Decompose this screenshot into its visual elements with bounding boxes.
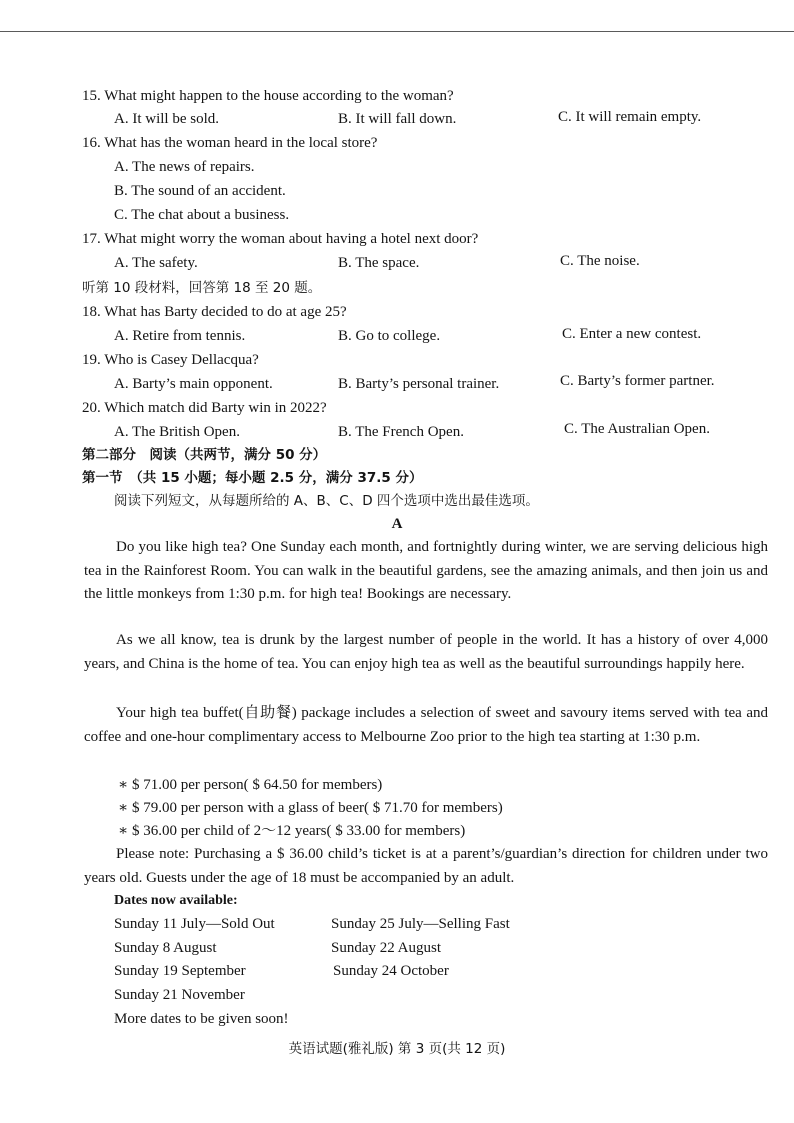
page-footer: 英语试题(雅礼版) 第 3 页(共 12 页) <box>288 1041 506 1057</box>
q18-option-c: C. Enter a new contest. <box>562 326 702 342</box>
q15-option-a: A. It will be sold. <box>114 111 219 127</box>
more-dates-note: More dates to be given soon! <box>114 1011 289 1027</box>
question-20: 20. Which match did Barty win in 2022? <box>82 400 327 416</box>
q20-option-a: A. The British Open. <box>114 424 240 440</box>
q19-option-c: C. Barty’s former partner. <box>560 373 715 389</box>
q16-option-b: B. The sound of an accident. <box>114 183 286 199</box>
question-18: 18. What has Barty decided to do at age 25? <box>82 304 347 320</box>
top-rule <box>0 31 794 32</box>
q20-option-b: B. The French Open. <box>338 424 464 440</box>
date-item: Sunday 8 August <box>114 940 217 956</box>
q16-option-c: C. The chat about a business. <box>114 207 290 223</box>
q19-option-b: B. Barty’s personal trainer. <box>338 376 500 392</box>
passage-paragraph-3: Your high tea buffet(自助餐) package includes a selection of sweet and savoury items served with tea and coffee and one-hour complimentary access to Melbourne Zoo prior to the high tea starting at 1:30 p.m. <box>84 705 768 745</box>
question-16: 16. What has the woman heard in the local store? <box>82 135 378 151</box>
price-item: ∗ $ 71.00 per person( $ 64.50 for members) <box>118 777 383 793</box>
q15-option-b: B. It will fall down. <box>338 111 457 127</box>
question-15: 15. What might happen to the house according to the woman? <box>82 88 454 104</box>
q16-option-a: A. The news of repairs. <box>114 159 255 175</box>
reading-instruction: 阅读下列短文，从每题所给的 A、B、C、D 四个选项中选出最佳选项。 <box>114 493 539 509</box>
date-item: Sunday 21 November <box>114 987 245 1003</box>
date-item: Sunday 11 July—Sold Out <box>114 916 275 932</box>
section1-heading: 第一节 （共 15 小题；每小题 2.5 分，满分 37.5 分） <box>82 470 423 486</box>
part2-heading: 第二部分 阅读（共两节，满分 50 分） <box>82 447 327 463</box>
date-item: Sunday 25 July—Selling Fast <box>331 916 510 932</box>
q19-option-a: A. Barty’s main opponent. <box>114 376 273 392</box>
date-item: Sunday 19 September <box>114 963 246 979</box>
date-item: Sunday 24 October <box>333 963 449 979</box>
note-paragraph: Please note: Purchasing a $ 36.00 child’s ticket is at a parent’s/guardian’s direction for children under two years old. Guests under the age of 18 must be accompanied by an adult. <box>84 846 768 886</box>
q17-option-a: A. The safety. <box>114 255 198 271</box>
q17-option-c: C. The noise. <box>560 253 640 269</box>
q20-option-c: C. The Australian Open. <box>564 421 710 437</box>
listen-instruction: 听第 10 段材料，回答第 18 至 20 题。 <box>82 280 322 296</box>
passage-paragraph-1: Do you like high tea? One Sunday each month, and fortnightly during winter, we are serving delicious high tea in the Rainforest Room. You can walk in the beautiful gardens, see the amazing animals, and then join us and the little monkeys from 1:30 p.m. for high tea! Bookings are necessary. <box>84 539 768 602</box>
price-item: ∗ $ 36.00 per child of 2～12 years( $ 33.00 for members) <box>118 823 466 839</box>
dates-heading: Dates now available: <box>114 893 238 908</box>
q18-option-b: B. Go to college. <box>338 328 441 344</box>
price-item: ∗ $ 79.00 per person with a glass of beer( $ 71.70 for members) <box>118 800 503 816</box>
passage-label: A <box>391 516 403 532</box>
passage-paragraph-2: As we all know, tea is drunk by the largest number of people in the world. It has a history of over 4,000 years, and China is the home of tea. You can enjoy high tea as well as the beautiful surroundings happily here. <box>84 632 768 672</box>
date-item: Sunday 22 August <box>331 940 442 956</box>
q17-option-b: B. The space. <box>338 255 420 271</box>
question-17: 17. What might worry the woman about having a hotel next door? <box>82 231 479 247</box>
question-19: 19. Who is Casey Dellacqua? <box>82 352 259 368</box>
q18-option-a: A. Retire from tennis. <box>114 328 246 344</box>
q15-option-c: C. It will remain empty. <box>558 109 702 125</box>
